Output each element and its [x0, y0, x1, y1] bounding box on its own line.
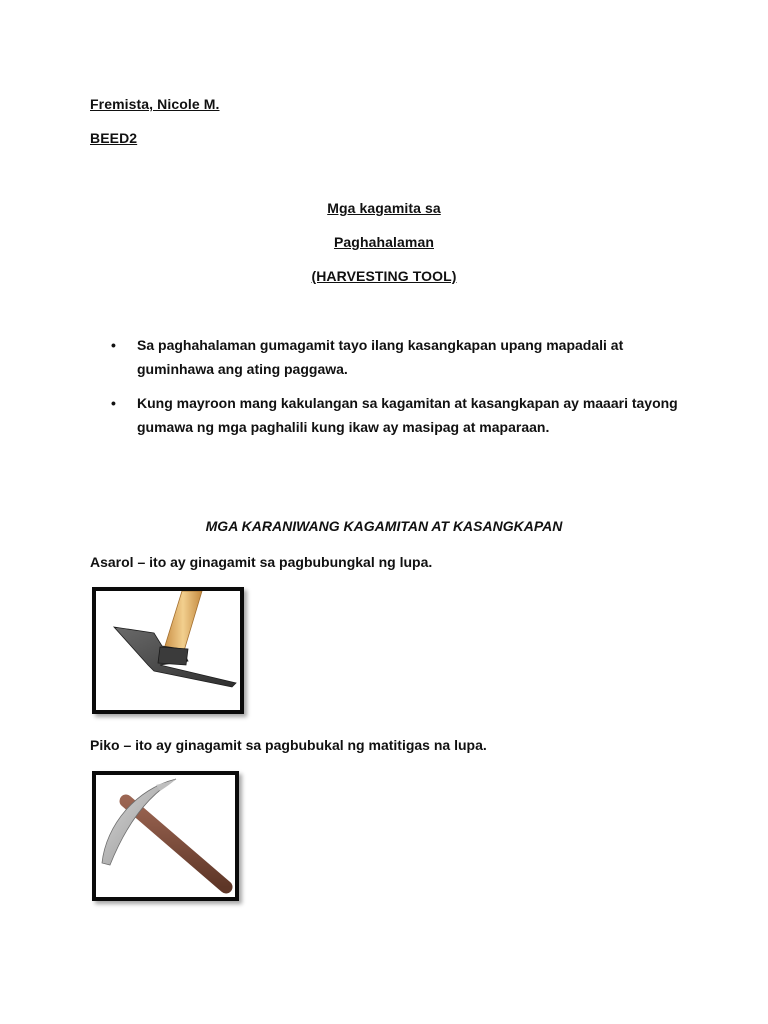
bullet-item	[111, 391, 691, 439]
title-line-3: (HARVESTING TOOL)	[311, 268, 457, 284]
title-line-2: Paghahalaman	[333, 234, 434, 250]
bullet-text: Kung mayroon mang kakulangan sa kagamitan at kasangkapan ay maaari tayong gumawa ng mga paghalili kung ikaw ay masipag at maparaan.	[137, 395, 678, 435]
hoe-image	[92, 587, 244, 714]
bullet-text: Sa paghahalaman gumagamit tayo ilang kasangkapan upang mapadali at guminhawa ang ating paggawa.	[137, 337, 624, 377]
title-line-1: Mga kagamita sa	[327, 200, 441, 216]
pickaxe-image	[92, 771, 239, 901]
hoe-icon	[96, 591, 240, 710]
bullet-item	[111, 333, 691, 381]
author-name: Fremista, Nicole M.	[90, 96, 220, 112]
tool-caption-asarol: Asarol – ito ay ginagamit sa pagbubungkal ng lupa.	[90, 554, 433, 570]
pickaxe-icon	[96, 775, 235, 897]
section-heading: MGA KARANIWANG KAGAMITAN AT KASANGKAPAN	[205, 518, 563, 534]
bullet-icon: •	[111, 395, 116, 411]
tool-caption-piko: Piko – ito ay ginagamit sa pagbubukal ng matitigas na lupa.	[90, 737, 487, 753]
section-code: BEED2	[90, 130, 138, 146]
intro-bullet-list	[111, 333, 691, 449]
bullet-icon: •	[111, 337, 116, 353]
